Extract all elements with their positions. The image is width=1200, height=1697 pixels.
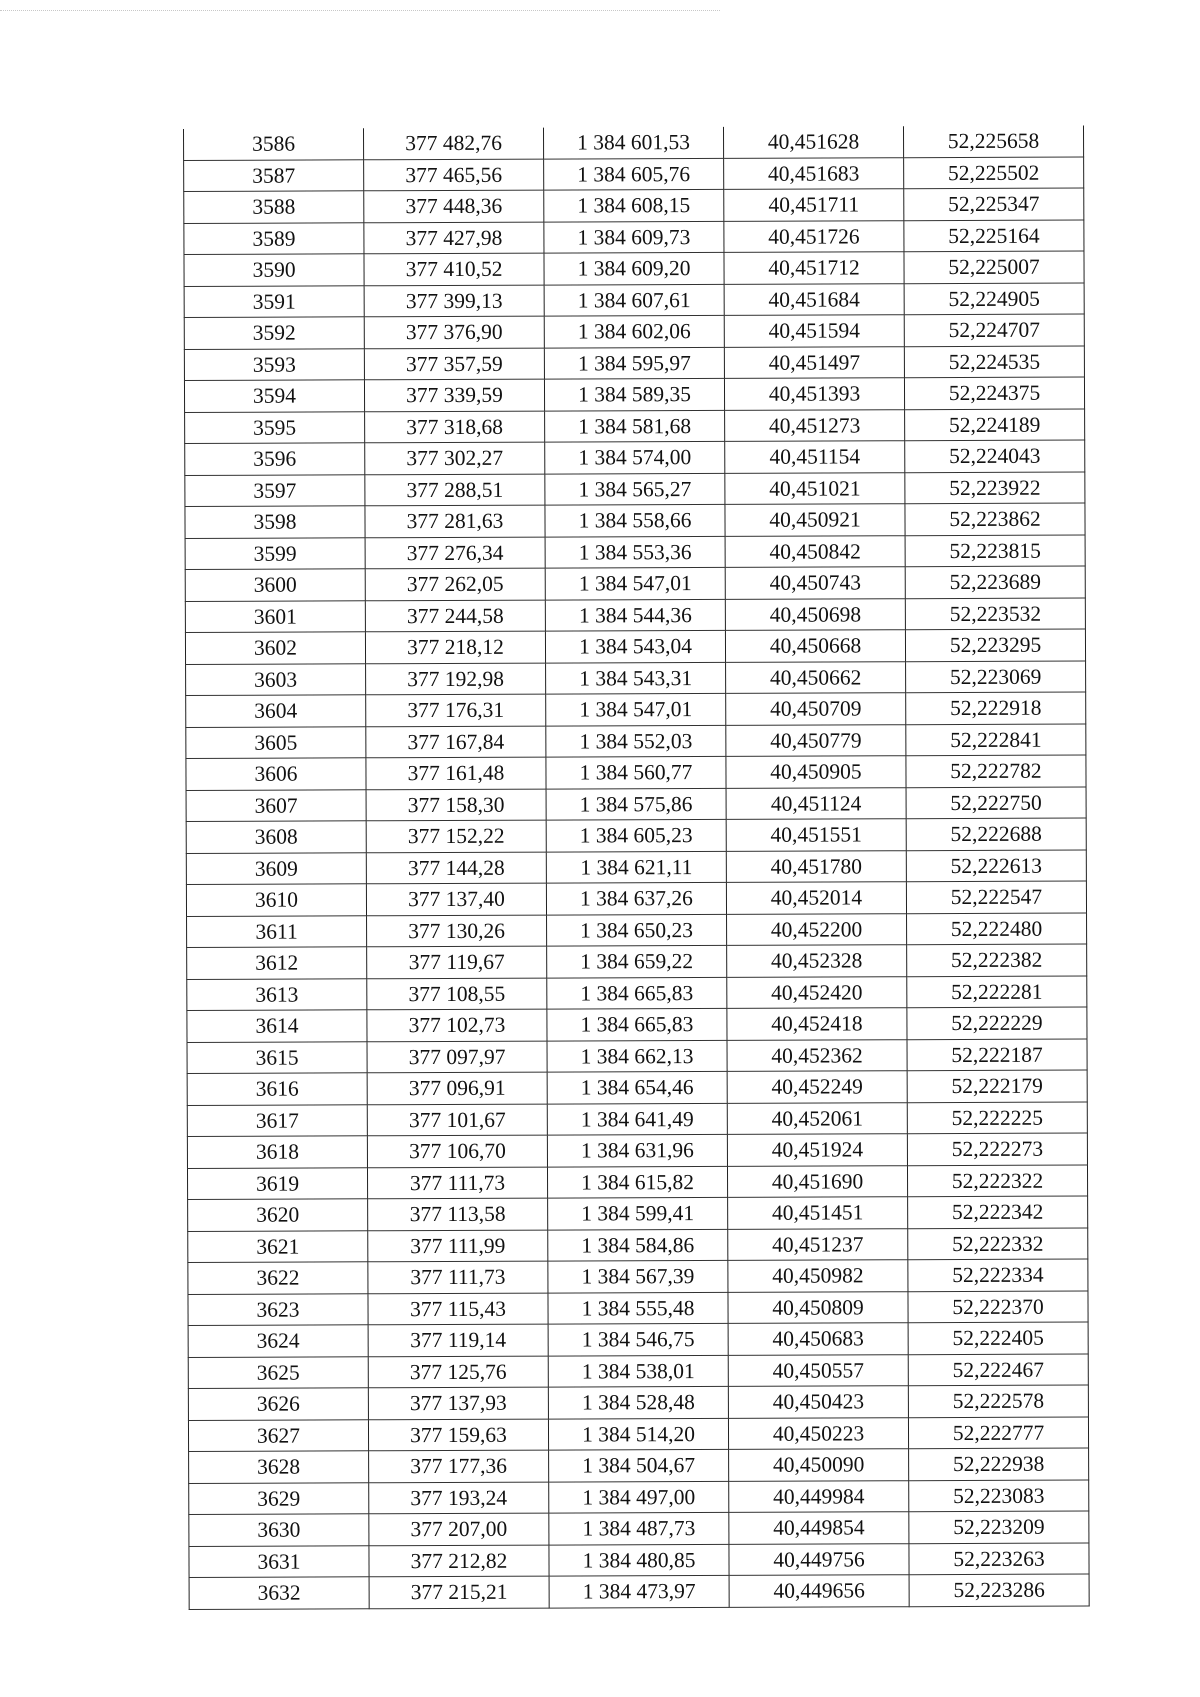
latitude-cell: 52,222334 [908, 1259, 1088, 1291]
table-row [186, 724, 1086, 759]
coord-x-cell: 377 130,26 [367, 915, 547, 947]
longitude-cell: 40,449656 [729, 1575, 909, 1607]
point-number-cell: 3598 [185, 506, 365, 538]
longitude-cell: 40,451154 [725, 441, 905, 473]
coord-y-cell: 1 384 595,97 [544, 347, 724, 379]
longitude-cell: 40,451711 [724, 189, 904, 221]
table-row [188, 1291, 1088, 1326]
point-number-cell: 3590 [184, 254, 364, 286]
longitude-cell: 40,451594 [724, 315, 904, 347]
table-row [188, 1228, 1088, 1263]
latitude-cell: 52,222918 [906, 692, 1086, 724]
longitude-cell: 40,450223 [728, 1417, 908, 1449]
latitude-cell: 52,224189 [905, 409, 1085, 441]
coord-y-cell: 1 384 584,86 [548, 1229, 728, 1261]
point-number-cell: 3588 [184, 191, 364, 223]
coord-x-cell: 377 137,93 [368, 1387, 548, 1419]
coord-y-cell: 1 384 543,31 [546, 662, 726, 694]
table-row [189, 1511, 1089, 1546]
table-row [188, 1354, 1088, 1389]
table-row [186, 787, 1086, 822]
longitude-cell: 40,450743 [725, 567, 905, 599]
table-row [185, 535, 1085, 570]
latitude-cell: 52,222342 [908, 1196, 1088, 1228]
coord-x-cell: 377 302,27 [365, 442, 545, 474]
table-row [185, 566, 1085, 601]
table-row [186, 692, 1086, 727]
coord-x-cell: 377 376,90 [364, 316, 544, 348]
point-number-cell: 3593 [184, 348, 364, 380]
point-number-cell: 3592 [184, 317, 364, 349]
point-number-cell: 3600 [185, 569, 365, 601]
coord-y-cell: 1 384 567,39 [548, 1260, 728, 1292]
point-number-cell: 3629 [189, 1482, 369, 1514]
point-number-cell: 3617 [187, 1104, 367, 1136]
point-number-cell: 3630 [189, 1514, 369, 1546]
longitude-cell: 40,451124 [726, 787, 906, 819]
coordinates-table-container [183, 126, 1089, 1610]
table-row [187, 1165, 1087, 1200]
table-row [188, 1322, 1088, 1357]
point-number-cell: 3619 [187, 1167, 367, 1199]
coord-x-cell: 377 137,40 [366, 883, 546, 915]
coord-x-cell: 377 152,22 [366, 820, 546, 852]
latitude-cell: 52,223922 [905, 472, 1085, 504]
coord-x-cell: 377 177,36 [369, 1450, 549, 1482]
longitude-cell: 40,449854 [729, 1512, 909, 1544]
point-number-cell: 3616 [187, 1073, 367, 1105]
longitude-cell: 40,450905 [726, 756, 906, 788]
coord-y-cell: 1 384 599,41 [548, 1197, 728, 1229]
table-row [189, 1574, 1089, 1609]
coord-x-cell: 377 125,76 [368, 1356, 548, 1388]
coord-x-cell: 377 244,58 [365, 600, 545, 632]
point-number-cell: 3613 [187, 978, 367, 1010]
coord-x-cell: 377 102,73 [367, 1009, 547, 1041]
table-row [184, 346, 1084, 381]
point-number-cell: 3626 [188, 1388, 368, 1420]
coord-y-cell: 1 384 574,00 [545, 441, 725, 473]
coord-x-cell: 377 276,34 [365, 537, 545, 569]
point-number-cell: 3612 [187, 947, 367, 979]
table-row [184, 188, 1084, 223]
longitude-cell: 40,450982 [728, 1260, 908, 1292]
coord-y-cell: 1 384 609,73 [544, 221, 724, 253]
coord-x-cell: 377 111,99 [368, 1230, 548, 1262]
coord-x-cell: 377 193,24 [369, 1482, 549, 1514]
coord-x-cell: 377 101,67 [367, 1104, 547, 1136]
latitude-cell: 52,222782 [906, 755, 1086, 787]
point-number-cell: 3601 [185, 600, 365, 632]
coord-y-cell: 1 384 665,83 [547, 977, 727, 1009]
longitude-cell: 40,451497 [724, 346, 904, 378]
table-row [187, 1070, 1087, 1105]
latitude-cell: 52,223532 [905, 598, 1085, 630]
coordinates-table-body [184, 126, 1090, 1609]
coord-y-cell: 1 384 615,82 [547, 1166, 727, 1198]
longitude-cell: 40,450842 [725, 535, 905, 567]
longitude-cell: 40,450662 [726, 661, 906, 693]
coord-x-cell: 377 106,70 [367, 1135, 547, 1167]
coord-x-cell: 377 119,14 [368, 1324, 548, 1356]
point-number-cell: 3614 [187, 1010, 367, 1042]
table-row [185, 629, 1085, 664]
coord-x-cell: 377 339,59 [364, 379, 544, 411]
longitude-cell: 40,450779 [726, 724, 906, 756]
longitude-cell: 40,452249 [727, 1071, 907, 1103]
table-row [186, 661, 1086, 696]
coord-x-cell: 377 192,98 [366, 663, 546, 695]
longitude-cell: 40,451726 [724, 220, 904, 252]
table-row [187, 1007, 1087, 1042]
coord-y-cell: 1 384 607,61 [544, 284, 724, 316]
table-row [187, 913, 1087, 948]
coord-x-cell: 377 097,97 [367, 1041, 547, 1073]
point-number-cell: 3623 [188, 1293, 368, 1325]
coord-x-cell: 377 167,84 [366, 726, 546, 758]
latitude-cell: 52,223295 [905, 629, 1085, 661]
longitude-cell: 40,451712 [724, 252, 904, 284]
latitude-cell: 52,225007 [904, 251, 1084, 283]
coord-y-cell: 1 384 514,20 [548, 1418, 728, 1450]
coord-y-cell: 1 384 650,23 [547, 914, 727, 946]
coordinates-table [183, 126, 1090, 1610]
longitude-cell: 40,450709 [726, 693, 906, 725]
table-row [185, 440, 1085, 475]
coord-y-cell: 1 384 581,68 [545, 410, 725, 442]
longitude-cell: 40,452014 [726, 882, 906, 914]
coord-x-cell: 377 288,51 [365, 474, 545, 506]
coord-y-cell: 1 384 621,11 [546, 851, 726, 883]
point-number-cell: 3608 [186, 821, 366, 853]
latitude-cell: 52,223069 [906, 661, 1086, 693]
longitude-cell: 40,451273 [725, 409, 905, 441]
latitude-cell: 52,223862 [905, 503, 1085, 535]
latitude-cell: 52,225658 [903, 126, 1083, 158]
coord-y-cell: 1 384 497,00 [549, 1481, 729, 1513]
table-row [188, 1196, 1088, 1231]
longitude-cell: 40,451393 [724, 378, 904, 410]
coord-x-cell: 377 399,13 [364, 285, 544, 317]
table-row [189, 1543, 1089, 1578]
point-number-cell: 3609 [186, 852, 366, 884]
latitude-cell: 52,222613 [906, 850, 1086, 882]
point-number-cell: 3605 [186, 726, 366, 758]
coord-y-cell: 1 384 543,04 [545, 630, 725, 662]
coord-y-cell: 1 384 575,86 [546, 788, 726, 820]
longitude-cell: 40,452061 [727, 1102, 907, 1134]
point-number-cell: 3618 [187, 1136, 367, 1168]
point-number-cell: 3607 [186, 789, 366, 821]
latitude-cell: 52,223815 [905, 535, 1085, 567]
longitude-cell: 40,451451 [728, 1197, 908, 1229]
coord-x-cell: 377 465,56 [364, 159, 544, 191]
coord-y-cell: 1 384 480,85 [549, 1544, 729, 1576]
coord-y-cell: 1 384 662,13 [547, 1040, 727, 1072]
table-row [187, 1039, 1087, 1074]
coord-x-cell: 377 318,68 [365, 411, 545, 443]
table-row [186, 850, 1086, 885]
coord-y-cell: 1 384 665,83 [547, 1008, 727, 1040]
latitude-cell: 52,222187 [907, 1039, 1087, 1071]
table-row [187, 1102, 1087, 1137]
latitude-cell: 52,222179 [907, 1070, 1087, 1102]
coord-x-cell: 377 448,36 [364, 190, 544, 222]
table-row [187, 944, 1087, 979]
latitude-cell: 52,222467 [908, 1354, 1088, 1386]
coord-x-cell: 377 158,30 [366, 789, 546, 821]
coord-y-cell: 1 384 555,48 [548, 1292, 728, 1324]
latitude-cell: 52,225502 [904, 157, 1084, 189]
longitude-cell: 40,452418 [727, 1008, 907, 1040]
coord-x-cell: 377 108,55 [367, 978, 547, 1010]
coord-y-cell: 1 384 641,49 [547, 1103, 727, 1135]
coord-x-cell: 377 207,00 [369, 1513, 549, 1545]
table-row [184, 157, 1084, 192]
longitude-cell: 40,450698 [725, 598, 905, 630]
point-number-cell: 3625 [188, 1356, 368, 1388]
coord-y-cell: 1 384 544,36 [545, 599, 725, 631]
latitude-cell: 52,222841 [906, 724, 1086, 756]
latitude-cell: 52,222480 [907, 913, 1087, 945]
point-number-cell: 3628 [189, 1451, 369, 1483]
coord-y-cell: 1 384 487,73 [549, 1512, 729, 1544]
latitude-cell: 52,224535 [904, 346, 1084, 378]
latitude-cell: 52,222370 [908, 1291, 1088, 1323]
coord-y-cell: 1 384 546,75 [548, 1323, 728, 1355]
table-row [184, 314, 1084, 349]
coord-x-cell: 377 115,43 [368, 1293, 548, 1325]
latitude-cell: 52,222405 [908, 1322, 1088, 1354]
coord-x-cell: 377 119,67 [367, 946, 547, 978]
coord-y-cell: 1 384 601,53 [543, 127, 723, 159]
point-number-cell: 3587 [184, 159, 364, 191]
latitude-cell: 52,222273 [907, 1133, 1087, 1165]
coord-x-cell: 377 410,52 [364, 253, 544, 285]
point-number-cell: 3591 [184, 285, 364, 317]
longitude-cell: 40,450423 [728, 1386, 908, 1418]
table-row [185, 409, 1085, 444]
coord-x-cell: 377 212,82 [369, 1545, 549, 1577]
longitude-cell: 40,452362 [727, 1039, 907, 1071]
table-row [184, 220, 1084, 255]
point-number-cell: 3611 [187, 915, 367, 947]
coord-x-cell: 377 357,59 [364, 348, 544, 380]
latitude-cell: 52,225347 [904, 188, 1084, 220]
table-row [188, 1259, 1088, 1294]
latitude-cell: 52,222547 [906, 881, 1086, 913]
point-number-cell: 3589 [184, 222, 364, 254]
table-row [184, 251, 1084, 286]
point-number-cell: 3594 [184, 380, 364, 412]
table-row [189, 1480, 1089, 1515]
coord-x-cell: 377 144,28 [366, 852, 546, 884]
point-number-cell: 3596 [185, 443, 365, 475]
coord-y-cell: 1 384 538,01 [548, 1355, 728, 1387]
longitude-cell: 40,449756 [729, 1543, 909, 1575]
coord-y-cell: 1 384 552,03 [546, 725, 726, 757]
latitude-cell: 52,223209 [909, 1511, 1089, 1543]
point-number-cell: 3610 [186, 884, 366, 916]
coord-y-cell: 1 384 565,27 [545, 473, 725, 505]
coord-y-cell: 1 384 659,22 [547, 945, 727, 977]
longitude-cell: 40,450809 [728, 1291, 908, 1323]
longitude-cell: 40,452200 [727, 913, 907, 945]
point-number-cell: 3604 [186, 695, 366, 727]
latitude-cell: 52,222750 [906, 787, 1086, 819]
table-row [189, 1448, 1089, 1483]
point-number-cell: 3595 [185, 411, 365, 443]
longitude-cell: 40,452328 [727, 945, 907, 977]
latitude-cell: 52,222322 [907, 1165, 1087, 1197]
table-row [188, 1417, 1088, 1452]
coord-x-cell: 377 113,58 [368, 1198, 548, 1230]
longitude-cell: 40,451690 [727, 1165, 907, 1197]
point-number-cell: 3603 [186, 663, 366, 695]
coord-y-cell: 1 384 547,01 [545, 567, 725, 599]
latitude-cell: 52,222332 [908, 1228, 1088, 1260]
coord-y-cell: 1 384 473,97 [549, 1575, 729, 1607]
point-number-cell: 3615 [187, 1041, 367, 1073]
latitude-cell: 52,223083 [909, 1480, 1089, 1512]
latitude-cell: 52,223286 [909, 1574, 1089, 1606]
latitude-cell: 52,224043 [905, 440, 1085, 472]
point-number-cell: 3631 [189, 1545, 369, 1577]
longitude-cell: 40,452420 [727, 976, 907, 1008]
coord-x-cell: 377 111,73 [368, 1261, 548, 1293]
table-row [184, 126, 1084, 160]
longitude-cell: 40,450557 [728, 1354, 908, 1386]
coord-x-cell: 377 482,76 [363, 128, 543, 160]
point-number-cell: 3624 [188, 1325, 368, 1357]
latitude-cell: 52,224905 [904, 283, 1084, 315]
longitude-cell: 40,451551 [726, 819, 906, 851]
point-number-cell: 3586 [184, 128, 364, 160]
coord-y-cell: 1 384 609,20 [544, 252, 724, 284]
table-row [185, 472, 1085, 507]
longitude-cell: 40,450683 [728, 1323, 908, 1355]
table-row [186, 755, 1086, 790]
latitude-cell: 52,222382 [907, 944, 1087, 976]
latitude-cell: 52,222777 [908, 1417, 1088, 1449]
table-row [185, 598, 1085, 633]
point-number-cell: 3597 [185, 474, 365, 506]
scan-artifact-line [0, 10, 720, 11]
table-row [187, 976, 1087, 1011]
table-row [184, 283, 1084, 318]
table-row [187, 1133, 1087, 1168]
latitude-cell: 52,222225 [907, 1102, 1087, 1134]
table-row [186, 881, 1086, 916]
coord-x-cell: 377 176,31 [366, 694, 546, 726]
table-row [185, 503, 1085, 538]
longitude-cell: 40,451924 [727, 1134, 907, 1166]
latitude-cell: 52,224375 [904, 377, 1084, 409]
latitude-cell: 52,222578 [908, 1385, 1088, 1417]
coord-y-cell: 1 384 558,66 [545, 504, 725, 536]
coord-x-cell: 377 161,48 [366, 757, 546, 789]
point-number-cell: 3620 [188, 1199, 368, 1231]
latitude-cell: 52,225164 [904, 220, 1084, 252]
coord-y-cell: 1 384 528,48 [548, 1386, 728, 1418]
latitude-cell: 52,222281 [907, 976, 1087, 1008]
coord-x-cell: 377 215,21 [369, 1576, 549, 1608]
longitude-cell: 40,450921 [725, 504, 905, 536]
point-number-cell: 3622 [188, 1262, 368, 1294]
coord-y-cell: 1 384 608,15 [544, 189, 724, 221]
coord-y-cell: 1 384 605,23 [546, 819, 726, 851]
longitude-cell: 40,451684 [724, 283, 904, 315]
coord-y-cell: 1 384 631,96 [547, 1134, 727, 1166]
latitude-cell: 52,223689 [905, 566, 1085, 598]
latitude-cell: 52,222688 [906, 818, 1086, 850]
longitude-cell: 40,450668 [725, 630, 905, 662]
latitude-cell: 52,222938 [909, 1448, 1089, 1480]
coord-x-cell: 377 262,05 [365, 568, 545, 600]
coord-y-cell: 1 384 547,01 [546, 693, 726, 725]
coord-x-cell: 377 281,63 [365, 505, 545, 537]
latitude-cell: 52,222229 [907, 1007, 1087, 1039]
point-number-cell: 3621 [188, 1230, 368, 1262]
longitude-cell: 40,451780 [726, 850, 906, 882]
longitude-cell: 40,450090 [729, 1449, 909, 1481]
coord-x-cell: 377 096,91 [367, 1072, 547, 1104]
coord-y-cell: 1 384 553,36 [545, 536, 725, 568]
table-row [184, 377, 1084, 412]
coord-y-cell: 1 384 605,76 [544, 158, 724, 190]
coord-y-cell: 1 384 602,06 [544, 315, 724, 347]
point-number-cell: 3606 [186, 758, 366, 790]
coord-x-cell: 377 111,73 [367, 1167, 547, 1199]
coord-x-cell: 377 427,98 [364, 222, 544, 254]
longitude-cell: 40,451683 [724, 157, 904, 189]
coord-y-cell: 1 384 560,77 [546, 756, 726, 788]
coord-x-cell: 377 218,12 [365, 631, 545, 663]
latitude-cell: 52,223263 [909, 1543, 1089, 1575]
latitude-cell: 52,224707 [904, 314, 1084, 346]
point-number-cell: 3602 [185, 632, 365, 664]
longitude-cell: 40,451628 [723, 126, 903, 158]
table-row [186, 818, 1086, 853]
point-number-cell: 3599 [185, 537, 365, 569]
longitude-cell: 40,449984 [729, 1480, 909, 1512]
longitude-cell: 40,451021 [725, 472, 905, 504]
point-number-cell: 3627 [188, 1419, 368, 1451]
point-number-cell: 3632 [189, 1577, 369, 1609]
coord-y-cell: 1 384 637,26 [546, 882, 726, 914]
coord-x-cell: 377 159,63 [368, 1419, 548, 1451]
coord-y-cell: 1 384 504,67 [549, 1449, 729, 1481]
coord-y-cell: 1 384 589,35 [544, 378, 724, 410]
longitude-cell: 40,451237 [728, 1228, 908, 1260]
coord-y-cell: 1 384 654,46 [547, 1071, 727, 1103]
table-row [188, 1385, 1088, 1420]
